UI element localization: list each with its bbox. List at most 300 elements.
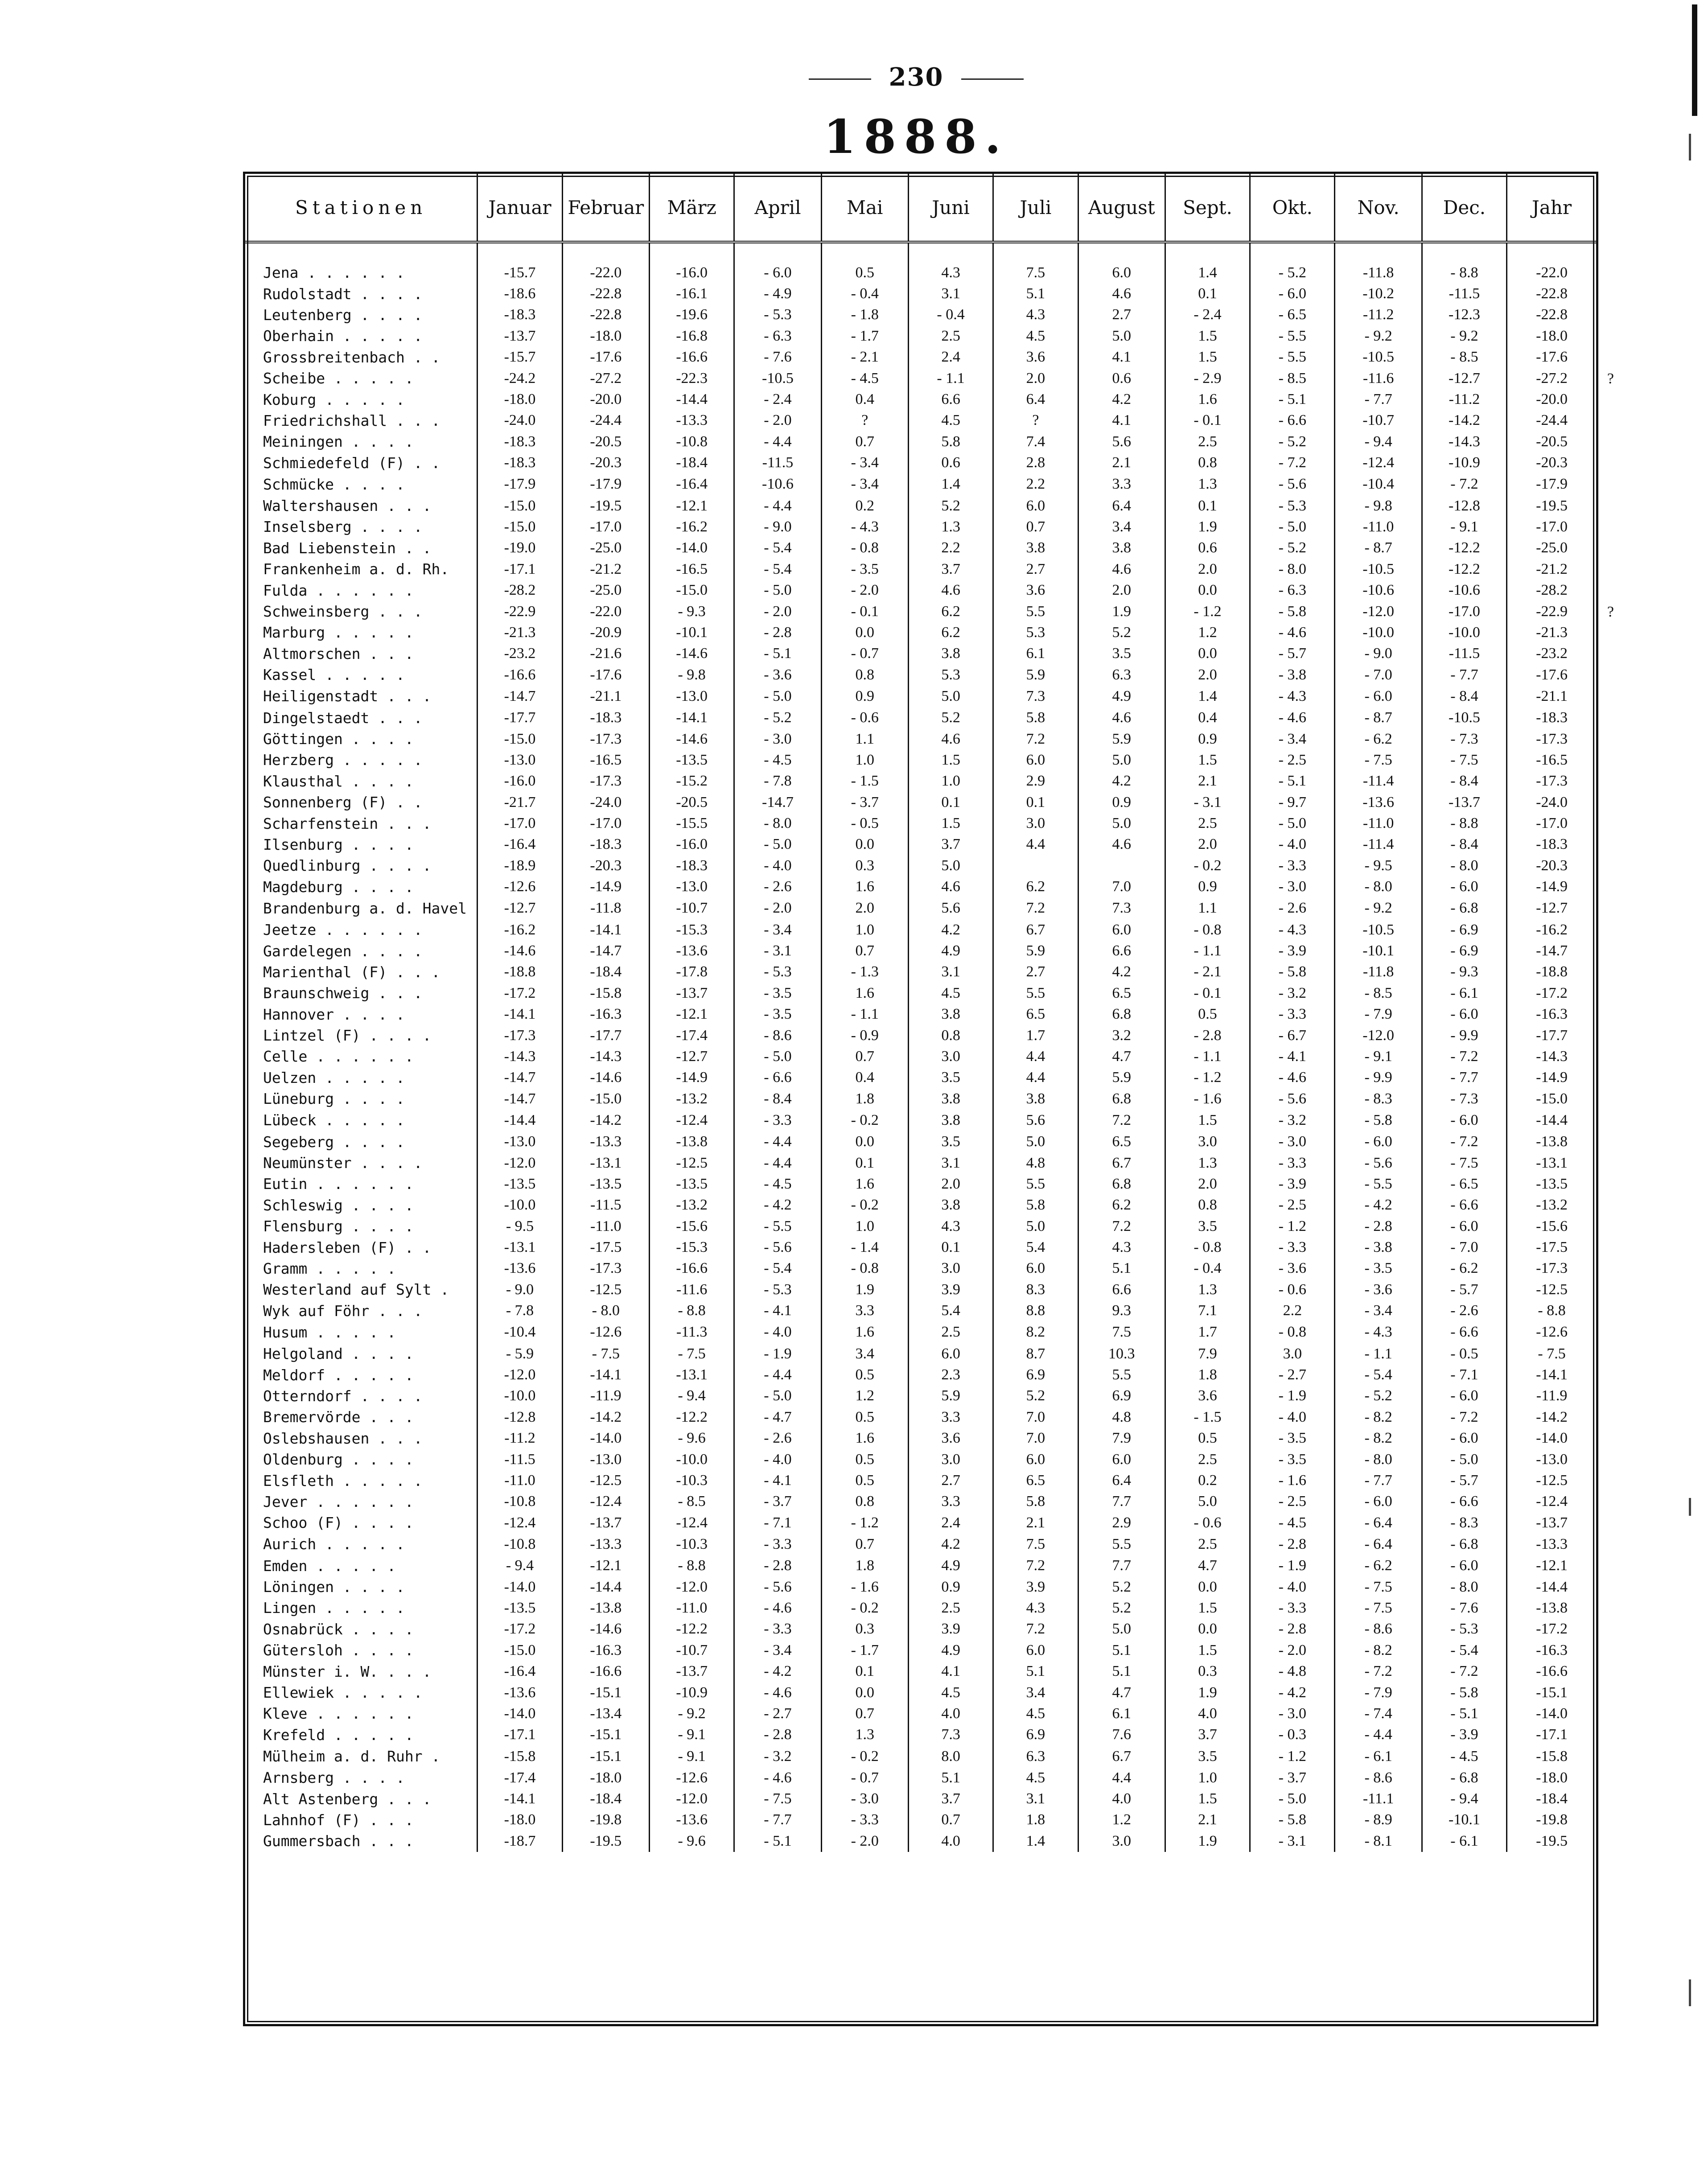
value-cell: 5.5	[1078, 1533, 1165, 1555]
value-cell: -14.6	[477, 940, 562, 961]
value-cell: 0.0	[821, 1131, 908, 1152]
table-row	[245, 664, 1596, 685]
value-cell: 9.3	[1078, 1300, 1165, 1321]
value-cell: - 5.6	[1250, 473, 1335, 495]
value-cell: 3.4	[821, 1343, 908, 1364]
value-cell: -13.0	[1507, 1449, 1596, 1470]
table-row	[245, 1300, 1596, 1321]
value-cell: 1.7	[993, 1025, 1078, 1046]
value-cell: - 7.5	[1335, 749, 1422, 770]
value-cell: - 3.4	[821, 473, 908, 495]
value-cell: 3.3	[1078, 473, 1165, 495]
value-cell: -17.2	[1507, 983, 1596, 1004]
value-cell: - 6.5	[1250, 304, 1335, 325]
value-cell: 1.1	[821, 728, 908, 749]
value-cell: -11.0	[477, 1470, 562, 1491]
value-cell: - 2.7	[1250, 1364, 1335, 1385]
value-cell: - 7.5	[1507, 1343, 1596, 1364]
station-name-cell: Meiningen . . . .	[263, 433, 414, 451]
value-cell: - 8.8	[649, 1555, 734, 1576]
value-cell: -15.2	[649, 771, 734, 792]
value-cell: 3.8	[908, 1004, 993, 1025]
value-cell: 6.1	[1078, 1703, 1165, 1724]
value-cell: 6.9	[993, 1364, 1078, 1385]
value-cell: -14.7	[477, 685, 562, 707]
value-cell: 3.0	[993, 813, 1078, 834]
value-cell: 7.6	[1078, 1724, 1165, 1745]
value-cell: - 0.6	[821, 707, 908, 728]
value-cell: 7.5	[1078, 1321, 1165, 1343]
table-header-row	[245, 174, 1596, 242]
value-cell: -10.1	[649, 622, 734, 643]
value-cell: -18.4	[649, 453, 734, 473]
table-row	[245, 1449, 1596, 1470]
value-cell: - 1.1	[908, 368, 993, 389]
value-cell: 5.2	[1078, 622, 1165, 643]
value-cell: -10.7	[649, 897, 734, 919]
value-cell: 2.3	[908, 1364, 993, 1385]
station-name-cell: Oberhain . . . . .	[263, 327, 423, 345]
value-cell: -13.5	[649, 749, 734, 770]
value-cell: - 7.8	[477, 1300, 562, 1321]
value-cell: 2.8	[993, 453, 1078, 473]
station-name-cell: Marburg . . . . .	[263, 624, 414, 642]
table-row	[245, 1343, 1596, 1364]
value-cell: - 8.1	[1335, 1831, 1422, 1851]
station-name-cell: Oldenburg . . . .	[263, 1451, 414, 1469]
value-cell: -10.0	[1422, 622, 1506, 643]
value-cell: 7.2	[1078, 1109, 1165, 1131]
station-name-cell: Scheibe . . . . .	[263, 370, 414, 387]
value-cell: -14.3	[562, 1046, 649, 1067]
value-cell: - 3.0	[1250, 876, 1335, 897]
value-cell: 3.1	[908, 283, 993, 304]
value-cell: 4.3	[1078, 1237, 1165, 1258]
value-cell: 0.8	[1165, 1195, 1250, 1216]
value-cell: - 0.4	[1165, 1258, 1250, 1279]
value-cell: 6.5	[1078, 1131, 1165, 1152]
value-cell: 5.0	[908, 855, 993, 876]
value-cell: 7.7	[1078, 1491, 1165, 1512]
value-cell: 1.5	[1165, 1109, 1250, 1131]
value-cell: 7.3	[993, 685, 1078, 707]
value-cell: - 3.0	[821, 1788, 908, 1809]
value-cell: -18.3	[477, 453, 562, 473]
value-cell: - 8.2	[1335, 1640, 1422, 1661]
station-name-cell: Jever . . . . . .	[263, 1493, 414, 1510]
value-cell: 6.2	[993, 876, 1078, 897]
value-cell: - 0.1	[1165, 410, 1250, 431]
value-cell: - 9.4	[1422, 1788, 1506, 1809]
value-cell: -14.1	[477, 1788, 562, 1809]
value-cell: 0.4	[821, 389, 908, 410]
value-cell: - 1.6	[1250, 1470, 1335, 1491]
value-cell: -12.8	[477, 1407, 562, 1428]
value-cell: - 5.4	[1422, 1640, 1506, 1661]
station-temperature-table	[243, 172, 1614, 2026]
value-cell: - 6.0	[1422, 1004, 1506, 1025]
value-cell: -18.0	[562, 1767, 649, 1788]
value-cell: - 2.8	[1250, 1533, 1335, 1555]
value-cell: -24.2	[477, 368, 562, 389]
value-cell: -16.0	[649, 242, 734, 283]
value-cell: - 4.4	[734, 1131, 821, 1152]
value-cell: 5.0	[1078, 749, 1165, 770]
value-cell: -21.1	[562, 685, 649, 707]
table-row	[245, 410, 1596, 431]
table-row	[245, 473, 1596, 495]
table-row	[245, 685, 1596, 707]
value-cell: 3.2	[1078, 1025, 1165, 1046]
value-cell: - 6.6	[1422, 1321, 1506, 1343]
station-name-cell: Frankenheim a. d. Rh.	[263, 560, 449, 578]
value-cell: -12.5	[1507, 1279, 1596, 1300]
value-cell: - 8.8	[1422, 242, 1506, 283]
value-cell: -21.7	[477, 792, 562, 813]
value-cell: -17.2	[1507, 1619, 1596, 1640]
value-cell: 4.3	[993, 304, 1078, 325]
value-cell: - 4.5	[1422, 1745, 1506, 1767]
value-cell: 3.5	[1165, 1745, 1250, 1767]
value-cell: - 4.5	[1250, 1512, 1335, 1533]
table-row	[245, 1491, 1596, 1512]
value-cell: -20.5	[649, 792, 734, 813]
value-cell: - 9.9	[1422, 1025, 1506, 1046]
value-cell: -22.8	[562, 283, 649, 304]
value-cell: 3.0	[1165, 1131, 1250, 1152]
value-cell: 3.8	[908, 1088, 993, 1109]
value-cell: - 1.5	[1165, 1407, 1250, 1428]
value-cell: -24.0	[477, 410, 562, 431]
value-cell: 6.9	[993, 1724, 1078, 1745]
value-cell: 4.4	[1078, 1767, 1165, 1788]
value-cell: - 8.5	[649, 1491, 734, 1512]
table-row	[245, 1512, 1596, 1533]
value-cell: - 3.3	[734, 1619, 821, 1640]
value-cell: 0.5	[821, 1364, 908, 1385]
value-cell: - 4.5	[734, 749, 821, 770]
value-cell: - 9.5	[1335, 855, 1422, 876]
station-name-cell: Fulda . . . . . .	[263, 581, 414, 599]
value-cell: - 8.7	[1335, 538, 1422, 559]
value-cell: -25.0	[562, 538, 649, 559]
value-cell: - 3.6	[1250, 1258, 1335, 1279]
value-cell: 3.8	[1078, 538, 1165, 559]
value-cell: 4.1	[1078, 410, 1165, 431]
station-name-cell: Inselsberg . . . .	[263, 518, 423, 536]
value-cell: 0.7	[993, 516, 1078, 537]
value-cell: 1.6	[821, 983, 908, 1004]
value-cell: -12.5	[562, 1470, 649, 1491]
value-cell: 4.1	[1078, 347, 1165, 368]
value-cell: -15.8	[477, 1745, 562, 1767]
value-cell: -14.0	[477, 1576, 562, 1597]
table-row	[245, 1152, 1596, 1173]
value-cell: -12.5	[1507, 1470, 1596, 1491]
table-row	[245, 728, 1596, 749]
value-cell: 7.9	[1165, 1343, 1250, 1364]
value-cell: 0.5	[821, 1470, 908, 1491]
value-cell: - 5.2	[1335, 1386, 1422, 1407]
column-header: Okt.	[1250, 174, 1335, 242]
value-cell: - 5.1	[1250, 771, 1335, 792]
value-cell: - 5.2	[1250, 431, 1335, 452]
value-cell: 2.0	[1078, 580, 1165, 601]
value-cell: 3.8	[993, 538, 1078, 559]
value-cell: -14.2	[1422, 410, 1506, 431]
value-cell: 5.5	[1078, 1364, 1165, 1385]
value-cell: -25.0	[562, 580, 649, 601]
value-cell: - 5.0	[1250, 813, 1335, 834]
value-cell: -11.0	[649, 1597, 734, 1618]
table-row	[245, 1619, 1596, 1640]
value-cell: 7.0	[993, 1428, 1078, 1449]
value-cell: - 7.4	[1335, 1703, 1422, 1724]
value-cell: - 5.5	[734, 1216, 821, 1237]
value-cell: - 3.5	[1335, 1258, 1422, 1279]
value-cell: - 7.1	[734, 1512, 821, 1533]
value-cell: 1.5	[1165, 325, 1250, 346]
value-cell: - 3.8	[1335, 1237, 1422, 1258]
value-cell: - 4.2	[1250, 1682, 1335, 1703]
value-cell: -12.6	[649, 1767, 734, 1788]
value-cell: -12.7	[1422, 368, 1506, 389]
value-cell: -27.2 ?	[1507, 368, 1596, 389]
value-cell: 4.1	[908, 1661, 993, 1682]
table-row	[245, 813, 1596, 834]
value-cell: 0.5	[821, 242, 908, 283]
value-cell: -13.8	[1507, 1131, 1596, 1152]
value-cell: -15.0	[477, 495, 562, 516]
value-cell: - 1.6	[821, 1576, 908, 1597]
value-cell: -14.7	[477, 1088, 562, 1109]
value-cell: 4.2	[908, 919, 993, 940]
value-cell: - 9.4	[477, 1555, 562, 1576]
value-cell: -17.0	[1507, 813, 1596, 834]
value-cell: - 8.6	[1335, 1619, 1422, 1640]
value-cell: - 2.8	[1335, 1216, 1422, 1237]
value-cell: -13.4	[562, 1703, 649, 1724]
value-cell: 6.5	[993, 1004, 1078, 1025]
value-cell: -16.4	[477, 1661, 562, 1682]
value-cell: 1.3	[1165, 473, 1250, 495]
table-row	[245, 1597, 1596, 1618]
value-cell: - 7.5	[1335, 1576, 1422, 1597]
value-cell: - 6.4	[1335, 1512, 1422, 1533]
value-cell: - 6.9	[1422, 919, 1506, 940]
value-cell: -10.5	[1422, 707, 1506, 728]
table-row	[245, 283, 1596, 304]
value-cell: - 4.3	[1250, 919, 1335, 940]
value-cell: -10.8	[649, 431, 734, 452]
value-cell: 1.7	[1165, 1321, 1250, 1343]
value-cell: 0.1	[908, 792, 993, 813]
value-cell: - 7.2	[1250, 453, 1335, 473]
value-cell: - 4.5	[821, 368, 908, 389]
value-cell: 3.8	[908, 643, 993, 664]
value-cell: - 4.4	[1335, 1724, 1422, 1745]
value-cell: 6.0	[993, 1258, 1078, 1279]
value-cell: -13.0	[649, 685, 734, 707]
value-cell: 5.2	[1078, 1576, 1165, 1597]
value-cell: - 4.6	[734, 1767, 821, 1788]
table-row	[245, 1237, 1596, 1258]
value-cell: - 3.6	[1335, 1279, 1422, 1300]
value-cell: - 8.8	[1422, 813, 1506, 834]
value-cell: - 0.2	[821, 1109, 908, 1131]
value-cell: - 1.2	[1165, 601, 1250, 622]
value-cell: - 1.9	[1250, 1386, 1335, 1407]
value-cell: - 7.7	[734, 1810, 821, 1831]
value-cell: -18.4	[1507, 1788, 1596, 1809]
value-cell: 0.1	[1165, 495, 1250, 516]
column-header: Juli	[993, 174, 1078, 242]
value-cell: 8.8	[993, 1300, 1078, 1321]
value-cell: - 5.0	[734, 834, 821, 855]
table-row	[245, 897, 1596, 919]
station-name-cell: Bad Liebenstein . .	[263, 539, 432, 557]
value-cell: -15.7	[477, 242, 562, 283]
value-cell: -15.0	[649, 580, 734, 601]
value-cell: - 9.3	[1422, 962, 1506, 983]
value-cell: -20.3	[562, 453, 649, 473]
value-cell: 1.0	[821, 1216, 908, 1237]
value-cell: -16.3	[562, 1004, 649, 1025]
value-cell: - 3.3	[1250, 1152, 1335, 1173]
value-cell: 4.0	[908, 1831, 993, 1851]
value-cell: 1.5	[908, 749, 993, 770]
value-cell: -27.2	[562, 368, 649, 389]
value-cell: 5.2	[993, 1386, 1078, 1407]
value-cell: -12.2	[1422, 538, 1506, 559]
value-cell: 2.9	[993, 771, 1078, 792]
station-name-cell: Kassel . . . . .	[263, 666, 405, 684]
value-cell: - 4.0	[1250, 1576, 1335, 1597]
value-cell: 1.5	[1165, 1640, 1250, 1661]
value-cell: 5.9	[1078, 1067, 1165, 1088]
value-cell: -15.8	[562, 983, 649, 1004]
value-cell: -22.0	[562, 242, 649, 283]
value-cell: - 3.5	[734, 983, 821, 1004]
value-cell: 3.5	[908, 1067, 993, 1088]
value-cell: - 1.2	[1250, 1745, 1335, 1767]
value-cell: - 0.5	[821, 813, 908, 834]
value-cell: -18.7	[477, 1831, 562, 1851]
value-cell: - 1.1	[1335, 1343, 1422, 1364]
value-cell: -18.8	[477, 962, 562, 983]
value-cell: 3.4	[993, 1682, 1078, 1703]
column-header: Jahr	[1507, 174, 1596, 242]
value-cell: -21.6	[562, 643, 649, 664]
value-cell: -13.3	[562, 1533, 649, 1555]
value-cell: - 8.8	[1507, 1300, 1596, 1321]
value-cell: 5.1	[1078, 1258, 1165, 1279]
value-cell: - 0.2	[821, 1195, 908, 1216]
table-row	[245, 1131, 1596, 1152]
value-cell: 1.3	[1165, 1279, 1250, 1300]
station-name-cell: Altmorschen . . .	[263, 645, 414, 662]
value-cell: - 2.1	[1165, 962, 1250, 983]
value-cell: - 2.0	[821, 580, 908, 601]
value-cell: -21.1	[1507, 685, 1596, 707]
value-cell: -20.5	[562, 431, 649, 452]
value-cell: - 5.0	[734, 1386, 821, 1407]
table-row	[245, 962, 1596, 983]
table-row	[245, 1088, 1596, 1109]
value-cell: - 5.3	[734, 304, 821, 325]
value-cell: 0.7	[821, 431, 908, 452]
value-cell: - 7.7	[1335, 1470, 1422, 1491]
value-cell: -14.9	[562, 876, 649, 897]
value-cell: -14.7	[477, 1067, 562, 1088]
value-cell: 5.4	[908, 1300, 993, 1321]
value-cell: - 6.8	[1422, 1533, 1506, 1555]
value-cell: - 9.4	[649, 1386, 734, 1407]
station-name-cell: Dingelstaedt . . .	[263, 709, 423, 727]
value-cell: - 0.8	[1165, 1237, 1250, 1258]
value-cell: - 8.0	[1250, 559, 1335, 580]
value-cell: -16.0	[477, 771, 562, 792]
value-cell: 1.2	[1165, 622, 1250, 643]
value-cell: -15.0	[1507, 1088, 1596, 1109]
value-cell: - 0.1	[821, 601, 908, 622]
table-row	[245, 389, 1596, 410]
value-cell: - 3.1	[734, 940, 821, 961]
station-name-cell: Leutenberg . . . .	[263, 306, 423, 324]
table-row	[245, 453, 1596, 473]
value-cell: - 3.4	[1335, 1300, 1422, 1321]
value-cell: - 6.8	[1422, 897, 1506, 919]
value-cell: 5.0	[993, 1131, 1078, 1152]
value-cell: -13.0	[562, 1449, 649, 1470]
value-cell: - 5.0	[1250, 1788, 1335, 1809]
value-cell: - 6.7	[1250, 1025, 1335, 1046]
value-cell: -14.4	[477, 1109, 562, 1131]
station-name-cell: Gramm . . . . .	[263, 1259, 396, 1277]
column-header: März	[649, 174, 734, 242]
value-cell: - 3.3	[734, 1533, 821, 1555]
value-cell: -16.6	[1507, 1661, 1596, 1682]
value-cell: - 3.4	[1250, 728, 1335, 749]
value-cell: 0.4	[821, 1067, 908, 1088]
value-cell: -13.5	[477, 1173, 562, 1194]
value-cell: 6.4	[993, 389, 1078, 410]
value-cell: 3.0	[908, 1258, 993, 1279]
station-name-cell: Celle . . . . . .	[263, 1048, 414, 1066]
value-cell: -10.4	[1335, 473, 1422, 495]
value-cell: -10.0	[649, 1449, 734, 1470]
table-row	[245, 1321, 1596, 1343]
value-cell: 8.3	[993, 1279, 1078, 1300]
value-cell: 5.0	[1078, 1619, 1165, 1640]
value-cell: - 3.4	[734, 1640, 821, 1661]
table-row	[245, 1724, 1596, 1745]
value-cell: - 4.5	[734, 1173, 821, 1194]
value-cell: 3.6	[908, 1428, 993, 1449]
value-cell: 3.5	[1078, 643, 1165, 664]
column-header: Februar	[562, 174, 649, 242]
value-cell: -10.8	[477, 1533, 562, 1555]
value-cell: -14.1	[649, 707, 734, 728]
table-row	[245, 1576, 1596, 1597]
value-cell: 6.6	[1078, 940, 1165, 961]
value-cell: 4.3	[993, 1597, 1078, 1618]
value-cell: -17.7	[562, 1025, 649, 1046]
value-cell: - 9.6	[649, 1831, 734, 1851]
station-name-cell: Eutin . . . . . .	[263, 1175, 414, 1193]
value-cell: 2.0	[993, 368, 1078, 389]
value-cell: - 7.1	[1422, 1364, 1506, 1385]
